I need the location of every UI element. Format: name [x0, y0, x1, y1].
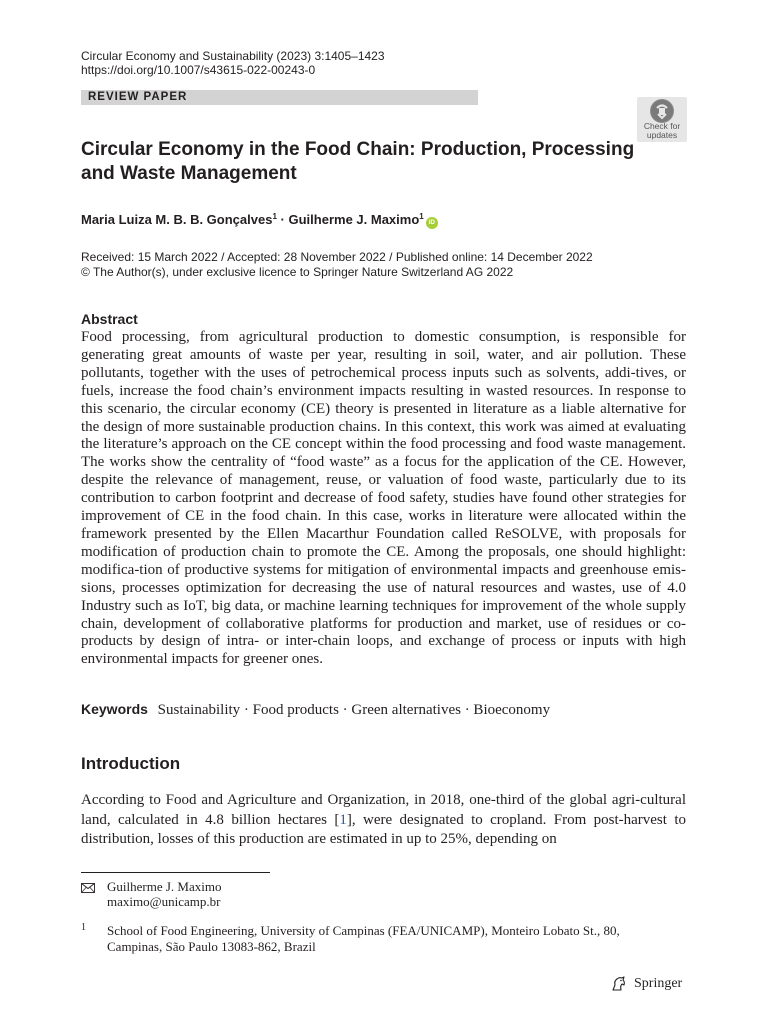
affiliation-number: 1 — [81, 922, 86, 933]
check-updates-icon — [650, 99, 674, 123]
check-updates-line1: Check for — [643, 121, 681, 131]
abstract-text: Food processing, from agricultural production to domestic consumption, is responsible for generating great amounts of waste per year, resulting in soil, water, and air pollution. These pollutants, together with the uses of petrochemical process inputs such as solvents, addi-tives, or fuels, increase the food chain’s environment impacts resulting in wasted resources. In response to this scenario, the circular economy (CE) theory is presented in literature as a liable alternative for the design of more sustainable production chains. In this context, this work was aimed at evaluating the literature’s approach on the CE concept within the food processing and food waste management. The works show the centrality of “food waste” as a focus for the application of the CE. However, despite the relevance of management, reuse, or valuation of food waste, particularly due to its contribution to carbon footprint and decrease of food safety, studies have found other strategies for improvement of CE in the food chain. In this case, works in literature were allocated within the framework presented by the Ellen Macarthur Foundation called ReSOLVE, with proposals for modification of production chain to promote the CE. Among the proposals, one should highlight: modifica-tion of productive systems for mitigation of environmental impacts and greenhouse emis-sions, processes optimization for decreasing the use of natural resources and wastes, use of 4.0 Industry such as IoT, big data, or machine learning techniques for improvement of the whole supply chain, development of collaborative platforms for production and market, use of residues or co-products by design of intra- or inter-chain loops, and exchange of process or inputs with high environmental impacts for greener ones. — [81, 329, 686, 668]
envelope-icon — [81, 880, 95, 890]
introduction-text-part: According to Food and Agriculture and Organization, in 2018, one-third of the global agri-cultural land, calculated in 4.8 billion hectares [ — [81, 792, 686, 828]
copyright-notice: © The Author(s), under exclusive licence to Springer Nature Switzerland AG 2022 — [81, 265, 514, 279]
author-affiliation-marker: 1 — [272, 212, 277, 221]
doi-link[interactable]: https://doi.org/10.1007/s43615-022-00243-0 — [81, 63, 316, 77]
check-for-updates-button[interactable] — [637, 97, 687, 142]
introduction-heading: Introduction — [81, 754, 181, 773]
author-name[interactable]: Maria Luiza M. B. B. Gonçalves — [81, 212, 273, 227]
publisher-name: Springer — [634, 976, 683, 991]
journal-citation: Circular Economy and Sustainability (2023) 3:1405–1423 — [81, 49, 385, 63]
keywords-line — [81, 701, 550, 719]
keywords-list: Sustainability · Food products · Green alternatives · Bioeconomy — [157, 702, 551, 718]
reference-link[interactable]: 1 — [339, 811, 347, 828]
article-title: Circular Economy in the Food Chain: Production, Processing and Waste Management — [81, 139, 635, 184]
affiliation-text: School of Food Engineering, University of Campinas (FEA/UNICAMP), Monteiro Lobato St., 80, Campinas, São Paulo 13083-862, Brazil — [107, 923, 620, 954]
author-name[interactable]: Guilherme J. Maximo — [288, 212, 420, 227]
orcid-icon[interactable]: iD — [426, 217, 438, 229]
springer-horse-icon — [610, 975, 628, 993]
abstract-heading: Abstract — [81, 311, 138, 327]
article-type-bar — [81, 90, 478, 105]
keywords-label: Keywords — [81, 701, 148, 717]
author-separator: · — [280, 212, 285, 227]
corresponding-author-email[interactable]: maximo@unicamp.br — [107, 894, 221, 909]
corresponding-author-name: Guilherme J. Maximo — [107, 879, 222, 894]
introduction-text-part: ], were designated to cropland. From post-harvest to distribution, losses of this production are estimated in up to 25%, depending on — [81, 811, 686, 847]
footnote-divider — [81, 872, 270, 873]
author-affiliation-marker: 1 — [419, 212, 424, 221]
introduction-text — [81, 791, 686, 850]
publication-dates: Received: 15 March 2022 / Accepted: 28 November 2022 / Published online: 14 December 2022 — [81, 250, 593, 264]
author-list — [81, 209, 438, 229]
check-updates-label — [637, 122, 687, 140]
check-updates-line2: updates — [646, 130, 678, 140]
article-type-label: REVIEW PAPER — [88, 91, 188, 103]
